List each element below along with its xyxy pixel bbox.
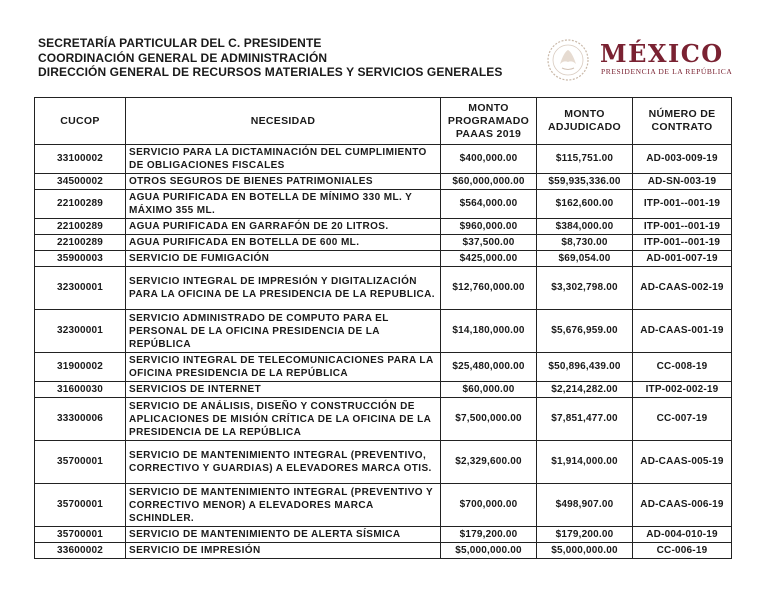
table-row xyxy=(35,398,732,441)
cell-monto-adjudicado: $162,600.00 xyxy=(537,190,633,219)
cell-monto-adjudicado: $8,730.00 xyxy=(537,235,633,251)
cell-monto-adjudicado: $115,751.00 xyxy=(537,145,633,174)
cell-monto-adjudicado: $179,200.00 xyxy=(537,527,633,543)
cell-monto-programado: $960,000.00 xyxy=(441,219,537,235)
cell-necesidad: SERVICIO DE MANTENIMIENTO INTEGRAL (PREVENTIVO, CORRECTIVO Y GUARDIAS) A ELEVADORES MARCA OTIS. xyxy=(126,441,441,484)
cell-monto-programado: $37,500.00 xyxy=(441,235,537,251)
cell-necesidad: SERVICIO DE IMPRESIÓN xyxy=(126,543,441,559)
document-header xyxy=(38,36,503,80)
cell-monto-adjudicado: $59,935,336.00 xyxy=(537,174,633,190)
cell-monto-programado: $14,180,000.00 xyxy=(441,310,537,353)
cell-monto-adjudicado: $69,054.00 xyxy=(537,251,633,267)
table-row xyxy=(35,441,732,484)
column-header-necesidad: NECESIDAD xyxy=(126,98,441,145)
cell-monto-programado: $60,000.00 xyxy=(441,382,537,398)
cell-monto-programado: $425,000.00 xyxy=(441,251,537,267)
cell-monto-adjudicado: $3,302,798.00 xyxy=(537,267,633,310)
cell-numero-contrato: AD-CAAS-006-19 xyxy=(633,484,732,527)
column-header-monto-adjudicado: MONTO ADJUDICADO xyxy=(537,98,633,145)
table-row xyxy=(35,267,732,310)
mexico-logo xyxy=(546,38,736,82)
table-row xyxy=(35,543,732,559)
cell-numero-contrato: AD-SN-003-19 xyxy=(633,174,732,190)
cell-numero-contrato: AD-004-010-19 xyxy=(633,527,732,543)
contracts-table xyxy=(34,97,732,559)
cell-necesidad: SERVICIO DE ANÁLISIS, DISEÑO Y CONSTRUCCIÓN DE APLICACIONES DE MISIÓN CRÍTICA DE LA OFICINA DE LA PRESIDENCIA DE LA REPÚBLICA xyxy=(126,398,441,441)
table-row xyxy=(35,251,732,267)
cell-cucop: 33300006 xyxy=(35,398,126,441)
cell-cucop: 32300001 xyxy=(35,267,126,310)
logo-title: MÉXICO xyxy=(600,39,724,68)
table-row xyxy=(35,174,732,190)
cell-cucop: 32300001 xyxy=(35,310,126,353)
cell-numero-contrato: AD-003-009-19 xyxy=(633,145,732,174)
cell-cucop: 31900002 xyxy=(35,353,126,382)
cell-monto-adjudicado: $50,896,439.00 xyxy=(537,353,633,382)
cell-cucop: 33600002 xyxy=(35,543,126,559)
eagle-seal-icon xyxy=(546,38,590,82)
cell-necesidad: SERVICIO DE MANTENIMIENTO DE ALERTA SÍSMICA xyxy=(126,527,441,543)
cell-monto-programado: $25,480,000.00 xyxy=(441,353,537,382)
table-row xyxy=(35,145,732,174)
header-line-secretaria: SECRETARÍA PARTICULAR DEL C. PRESIDENTE xyxy=(38,36,322,50)
cell-cucop: 31600030 xyxy=(35,382,126,398)
cell-necesidad: SERVICIO DE MANTENIMIENTO INTEGRAL (PREVENTIVO Y CORRECTIVO MENOR) A ELEVADORES MARCA SCHINDLER. xyxy=(126,484,441,527)
cell-necesidad: AGUA PURIFICADA EN BOTELLA DE 600 ML. xyxy=(126,235,441,251)
cell-cucop: 35900003 xyxy=(35,251,126,267)
cell-cucop: 22100289 xyxy=(35,235,126,251)
cell-monto-programado: $5,000,000.00 xyxy=(441,543,537,559)
cell-cucop: 35700001 xyxy=(35,484,126,527)
cell-numero-contrato: ITP-001--001-19 xyxy=(633,235,732,251)
cell-cucop: 22100289 xyxy=(35,190,126,219)
cell-numero-contrato: ITP-001--001-19 xyxy=(633,219,732,235)
cell-numero-contrato: AD-CAAS-001-19 xyxy=(633,310,732,353)
column-header-numero-contrato: NÚMERO DE CONTRATO xyxy=(633,98,732,145)
cell-necesidad: AGUA PURIFICADA EN BOTELLA DE MÍNIMO 330 ML. Y MÁXIMO 355 ML. xyxy=(126,190,441,219)
header-line-coordinacion: COORDINACIÓN GENERAL DE ADMINISTRACIÓN xyxy=(38,50,328,65)
cell-monto-programado: $400,000.00 xyxy=(441,145,537,174)
cell-necesidad: SERVICIO INTEGRAL DE TELECOMUNICACIONES PARA LA OFICINA PRESIDENCIA DE LA REPÚBLICA xyxy=(126,353,441,382)
cell-cucop: 22100289 xyxy=(35,219,126,235)
cell-monto-adjudicado: $2,214,282.00 xyxy=(537,382,633,398)
table-row xyxy=(35,527,732,543)
cell-numero-contrato: CC-008-19 xyxy=(633,353,732,382)
cell-necesidad: SERVICIO DE FUMIGACIÓN xyxy=(126,251,441,267)
cell-cucop: 34500002 xyxy=(35,174,126,190)
table-row xyxy=(35,484,732,527)
cell-cucop: 35700001 xyxy=(35,527,126,543)
cell-numero-contrato: CC-006-19 xyxy=(633,543,732,559)
cell-necesidad: SERVICIO PARA LA DICTAMINACIÓN DEL CUMPLIMIENTO DE OBLIGACIONES FISCALES xyxy=(126,145,441,174)
cell-numero-contrato: AD-CAAS-002-19 xyxy=(633,267,732,310)
cell-numero-contrato: AD-001-007-19 xyxy=(633,251,732,267)
cell-numero-contrato: ITP-002-002-19 xyxy=(633,382,732,398)
cell-monto-programado: $12,760,000.00 xyxy=(441,267,537,310)
cell-necesidad: SERVICIOS DE INTERNET xyxy=(126,382,441,398)
cell-monto-programado: $7,500,000.00 xyxy=(441,398,537,441)
table-row xyxy=(35,382,732,398)
table-row xyxy=(35,310,732,353)
table-header-row xyxy=(35,98,732,145)
table-row xyxy=(35,219,732,235)
cell-monto-programado: $179,200.00 xyxy=(441,527,537,543)
cell-cucop: 33100002 xyxy=(35,145,126,174)
cell-necesidad: SERVICIO INTEGRAL DE IMPRESIÓN Y DIGITALIZACIÓN PARA LA OFICINA DE LA PRESIDENCIA DE LA REPUBLICA. xyxy=(126,267,441,310)
logo-subtitle: PRESIDENCIA DE LA REPÚBLICA xyxy=(601,67,733,76)
cell-necesidad: SERVICIO ADMINISTRADO DE COMPUTO PARA EL PERSONAL DE LA OFICINA PRESIDENCIA DE LA REPÚBLICA xyxy=(126,310,441,353)
cell-monto-adjudicado: $5,000,000.00 xyxy=(537,543,633,559)
cell-monto-adjudicado: $5,676,959.00 xyxy=(537,310,633,353)
cell-cucop: 35700001 xyxy=(35,441,126,484)
table-row xyxy=(35,235,732,251)
table-row xyxy=(35,353,732,382)
column-header-cucop: CUCOP xyxy=(35,98,126,145)
header-line-direccion: DIRECCIÓN GENERAL DE RECURSOS MATERIALES Y SERVICIOS GENERALES xyxy=(38,65,503,79)
cell-monto-programado: $2,329,600.00 xyxy=(441,441,537,484)
cell-monto-adjudicado: $498,907.00 xyxy=(537,484,633,527)
cell-necesidad: AGUA PURIFICADA EN GARRAFÓN DE 20 LITROS. xyxy=(126,219,441,235)
cell-necesidad: OTROS SEGUROS DE BIENES PATRIMONIALES xyxy=(126,174,441,190)
table-row xyxy=(35,190,732,219)
cell-numero-contrato: AD-CAAS-005-19 xyxy=(633,441,732,484)
cell-monto-programado: $564,000.00 xyxy=(441,190,537,219)
column-header-monto-programado: MONTO PROGRAMADO PAAAS 2019 xyxy=(441,98,537,145)
cell-monto-programado: $60,000,000.00 xyxy=(441,174,537,190)
cell-numero-contrato: CC-007-19 xyxy=(633,398,732,441)
cell-monto-adjudicado: $1,914,000.00 xyxy=(537,441,633,484)
cell-monto-adjudicado: $7,851,477.00 xyxy=(537,398,633,441)
cell-numero-contrato: ITP-001--001-19 xyxy=(633,190,732,219)
cell-monto-adjudicado: $384,000.00 xyxy=(537,219,633,235)
cell-monto-programado: $700,000.00 xyxy=(441,484,537,527)
